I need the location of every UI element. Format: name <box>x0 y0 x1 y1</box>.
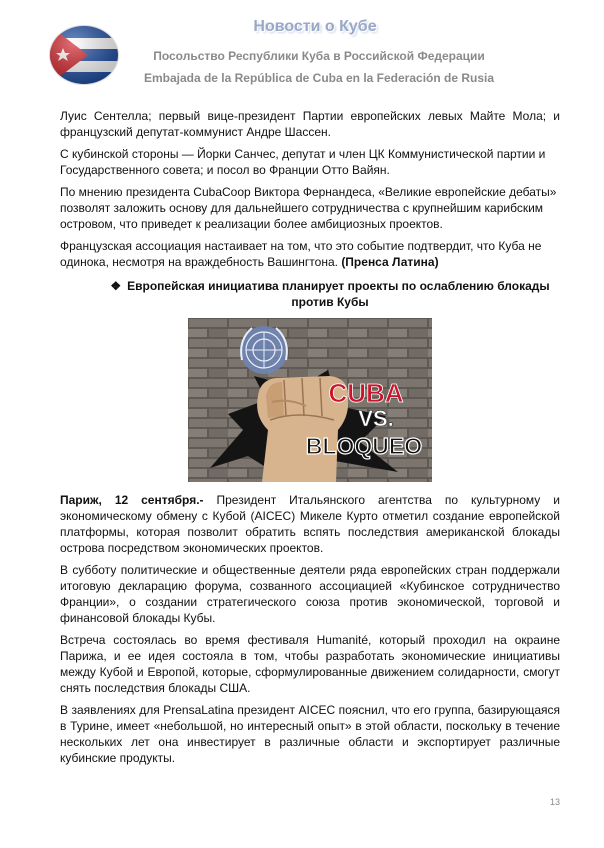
page-number: 13 <box>549 797 560 807</box>
paragraph <box>60 238 560 270</box>
paragraph: Встреча состоялась во время фестиваля Humanité, который проходил на окраине Парижа, и ее идея состояла в том, чтобы разработать экономические инициативы между Кубой и Европой, которые, сформулированные движением солидарности, смогут снять последствия блокады США. <box>60 633 560 695</box>
paragraph: По мнению президента CubaCoop Виктора Фернандеса, «Великие европейские дебаты» позволят заложить основу для дальнейшего сотрудничества с крупнейшим карибским островом, что приведет к реализации более амбициозных проектов. <box>60 185 557 231</box>
paragraph: С кубинской стороны — Йорки Санчес, депутат и член ЦК Коммунистической партии и Государственного совета; и посол во Франции Отто Вайян. <box>60 147 546 177</box>
image-caption-cuba: CUBA <box>328 378 404 408</box>
un-emblem-icon <box>240 326 288 374</box>
paragraph-text: Французская ассоциация настаивает на том, что это событие подтвердит, что Куба не одинока, несмотря на враждебность Вашингтона. <box>60 239 542 269</box>
article-body <box>60 108 560 772</box>
dateline: Париж, 12 сентября.- <box>60 493 204 507</box>
section-heading-text: Европейская инициатива планирует проекты по ослаблению блокады против Кубы <box>127 279 550 309</box>
diamond-bullet-icon: ❖ <box>110 279 122 293</box>
page-header <box>0 0 604 100</box>
image-caption-bloqueo: BLOQUEO <box>305 433 423 459</box>
paragraph <box>60 492 560 556</box>
paragraph: Луис Сентелла; первый вице-президент Партии европейских левых Майте Мола; и французский депутат-коммунист Андре Шассен. <box>60 109 560 139</box>
paragraph-text: Президент Итальянского агентства по культурному и экономическому обмену с Кубой (AICEC) Микеле Курто отметил создание европейской платформы, которая позволит обратить вспять последствия американской блокады острова посредством экономических проектов. <box>60 493 560 555</box>
cuba-vs-bloqueo-image <box>188 318 432 482</box>
image-caption-vs: VS. <box>358 406 394 431</box>
subtitle-russian: Посольство Республики Куба в Российской Федерации <box>153 49 485 63</box>
cuba-flag-globe-icon <box>48 24 120 86</box>
subtitle-spanish: Embajada de la República de Cuba en la Federación de Rusia <box>143 71 495 85</box>
section-heading <box>60 278 560 310</box>
source-credit: (Пренса Латина) <box>341 255 439 269</box>
paragraph: В заявлениях для PrensaLatina президент AICEC пояснил, что его группа, базирующаяся в Турине, имеет «небольшой, но интересный опыт» в этой области, поскольку в течение нескольких лет она инвестирует в различные области и экспортирует различные кубинские продукты. <box>60 703 560 765</box>
page-title: Новости о Кубе <box>253 18 377 35</box>
paragraph: В субботу политические и общественные деятели ряда европейских стран поддержали итоговую декларацию форума, созванного ассоциацией «Кубинское сотрудничество Франции», о создании стратегического союза против экономической, торговой и финансовой блокады Кубы. <box>60 563 560 625</box>
